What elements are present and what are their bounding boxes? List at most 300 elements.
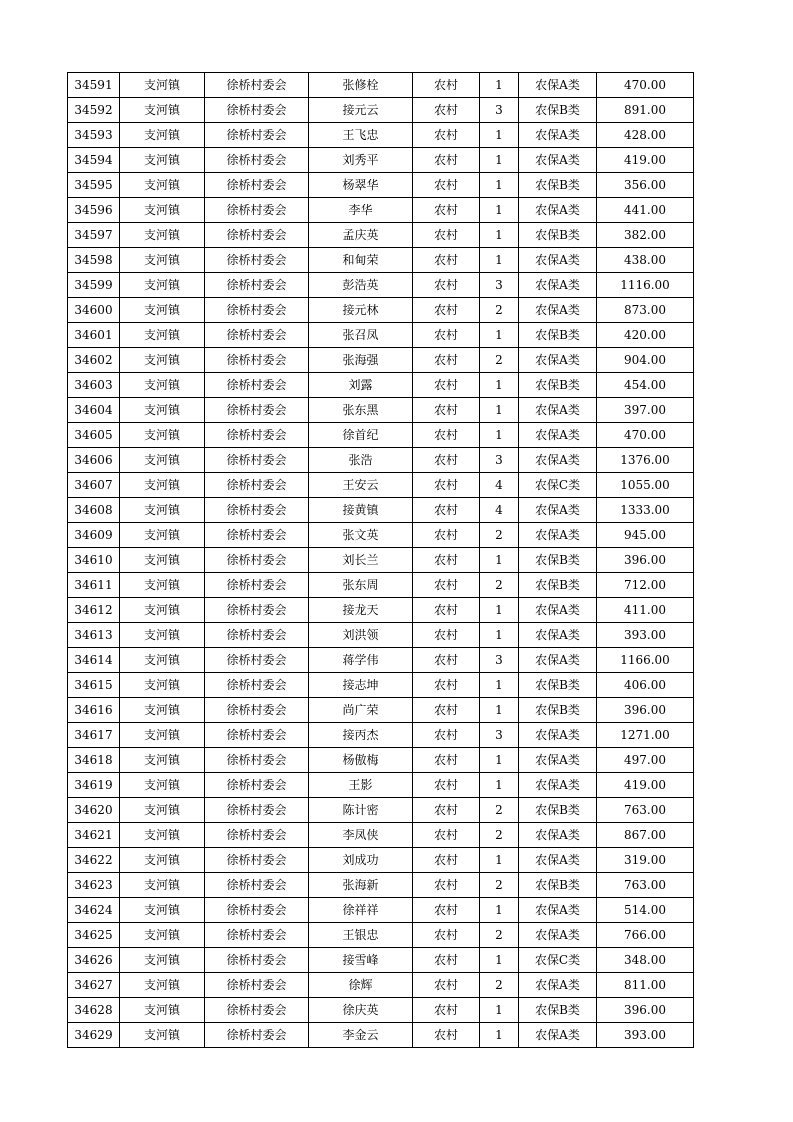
record-id-cell: 34607 [68, 473, 120, 498]
record-id-cell: 34606 [68, 448, 120, 473]
record-id-cell: 34602 [68, 348, 120, 373]
recipient-name-cell: 刘成功 [309, 848, 413, 873]
town-cell: 支河镇 [120, 648, 205, 673]
recipient-name-cell: 徐首纪 [309, 423, 413, 448]
village-committee-cell: 徐桥村委会 [205, 873, 309, 898]
member-count-cell: 1 [480, 548, 519, 573]
village-committee-cell: 徐桥村委会 [205, 148, 309, 173]
amount-cell: 319.00 [597, 848, 694, 873]
record-id-cell: 34621 [68, 823, 120, 848]
household-type-cell: 农村 [413, 473, 480, 498]
member-count-cell: 4 [480, 498, 519, 523]
recipient-name-cell: 张东周 [309, 573, 413, 598]
insurance-category-cell: 农保A类 [519, 423, 597, 448]
table-row [68, 473, 694, 498]
amount-cell: 441.00 [597, 198, 694, 223]
amount-cell: 867.00 [597, 823, 694, 848]
insurance-category-cell: 农保A类 [519, 523, 597, 548]
town-cell: 支河镇 [120, 73, 205, 98]
household-type-cell: 农村 [413, 548, 480, 573]
member-count-cell: 2 [480, 823, 519, 848]
table-row [68, 923, 694, 948]
recipient-name-cell: 刘秀平 [309, 148, 413, 173]
table-row [68, 723, 694, 748]
village-committee-cell: 徐桥村委会 [205, 848, 309, 873]
member-count-cell: 1 [480, 148, 519, 173]
recipient-name-cell: 徐庆英 [309, 998, 413, 1023]
table-row [68, 398, 694, 423]
insurance-category-cell: 农保A类 [519, 273, 597, 298]
amount-cell: 873.00 [597, 298, 694, 323]
household-type-cell: 农村 [413, 98, 480, 123]
record-id-cell: 34623 [68, 873, 120, 898]
amount-cell: 891.00 [597, 98, 694, 123]
record-id-cell: 34613 [68, 623, 120, 648]
amount-cell: 438.00 [597, 248, 694, 273]
recipient-name-cell: 张东黑 [309, 398, 413, 423]
town-cell: 支河镇 [120, 323, 205, 348]
member-count-cell: 1 [480, 598, 519, 623]
recipient-name-cell: 和甸荣 [309, 248, 413, 273]
table-row [68, 973, 694, 998]
household-type-cell: 农村 [413, 423, 480, 448]
amount-cell: 419.00 [597, 773, 694, 798]
amount-cell: 763.00 [597, 798, 694, 823]
insurance-category-cell: 农保A类 [519, 73, 597, 98]
insurance-category-cell: 农保A类 [519, 973, 597, 998]
record-id-cell: 34592 [68, 98, 120, 123]
amount-cell: 904.00 [597, 348, 694, 373]
amount-cell: 396.00 [597, 998, 694, 1023]
amount-cell: 348.00 [597, 948, 694, 973]
table-row [68, 298, 694, 323]
member-count-cell: 1 [480, 423, 519, 448]
table-row [68, 423, 694, 448]
table-row [68, 673, 694, 698]
table-row [68, 648, 694, 673]
recipient-name-cell: 接元林 [309, 298, 413, 323]
town-cell: 支河镇 [120, 898, 205, 923]
table-row [68, 123, 694, 148]
town-cell: 支河镇 [120, 373, 205, 398]
insurance-category-cell: 农保A类 [519, 623, 597, 648]
town-cell: 支河镇 [120, 473, 205, 498]
household-type-cell: 农村 [413, 848, 480, 873]
amount-cell: 497.00 [597, 748, 694, 773]
village-committee-cell: 徐桥村委会 [205, 423, 309, 448]
record-id-cell: 34629 [68, 1023, 120, 1048]
amount-cell: 397.00 [597, 398, 694, 423]
household-type-cell: 农村 [413, 198, 480, 223]
town-cell: 支河镇 [120, 573, 205, 598]
household-type-cell: 农村 [413, 648, 480, 673]
recipient-name-cell: 张海新 [309, 873, 413, 898]
town-cell: 支河镇 [120, 773, 205, 798]
insurance-category-cell: 农保B类 [519, 698, 597, 723]
town-cell: 支河镇 [120, 873, 205, 898]
insurance-category-cell: 农保A类 [519, 398, 597, 423]
table-row [68, 273, 694, 298]
table-row [68, 523, 694, 548]
record-id-cell: 34625 [68, 923, 120, 948]
member-count-cell: 2 [480, 973, 519, 998]
village-committee-cell: 徐桥村委会 [205, 573, 309, 598]
member-count-cell: 1 [480, 698, 519, 723]
insurance-category-cell: 农保A类 [519, 723, 597, 748]
recipient-name-cell: 张浩 [309, 448, 413, 473]
town-cell: 支河镇 [120, 698, 205, 723]
insurance-category-cell: 农保A类 [519, 498, 597, 523]
household-type-cell: 农村 [413, 273, 480, 298]
insurance-category-cell: 农保B类 [519, 873, 597, 898]
amount-cell: 514.00 [597, 898, 694, 923]
recipient-name-cell: 接黄镇 [309, 498, 413, 523]
member-count-cell: 1 [480, 323, 519, 348]
household-type-cell: 农村 [413, 398, 480, 423]
household-type-cell: 农村 [413, 223, 480, 248]
insurance-category-cell: 农保C类 [519, 473, 597, 498]
member-count-cell: 2 [480, 298, 519, 323]
household-type-cell: 农村 [413, 723, 480, 748]
town-cell: 支河镇 [120, 273, 205, 298]
amount-cell: 411.00 [597, 598, 694, 623]
insurance-category-cell: 农保B类 [519, 573, 597, 598]
household-type-cell: 农村 [413, 923, 480, 948]
household-type-cell: 农村 [413, 448, 480, 473]
household-type-cell: 农村 [413, 373, 480, 398]
insurance-category-cell: 农保A类 [519, 848, 597, 873]
table-row [68, 1023, 694, 1048]
recipient-name-cell: 徐辉 [309, 973, 413, 998]
table-body [68, 73, 694, 1048]
household-type-cell: 农村 [413, 823, 480, 848]
village-committee-cell: 徐桥村委会 [205, 473, 309, 498]
insurance-category-cell: 农保B类 [519, 998, 597, 1023]
household-type-cell: 农村 [413, 523, 480, 548]
member-count-cell: 1 [480, 673, 519, 698]
record-id-cell: 34599 [68, 273, 120, 298]
village-committee-cell: 徐桥村委会 [205, 373, 309, 398]
recipient-name-cell: 孟庆英 [309, 223, 413, 248]
record-id-cell: 34605 [68, 423, 120, 448]
record-id-cell: 34619 [68, 773, 120, 798]
town-cell: 支河镇 [120, 423, 205, 448]
table-row [68, 573, 694, 598]
recipient-name-cell: 李金云 [309, 1023, 413, 1048]
amount-cell: 811.00 [597, 973, 694, 998]
table-row [68, 73, 694, 98]
record-id-cell: 34598 [68, 248, 120, 273]
record-id-cell: 34594 [68, 148, 120, 173]
member-count-cell: 2 [480, 798, 519, 823]
recipient-name-cell: 彭浩英 [309, 273, 413, 298]
insurance-category-cell: 农保A类 [519, 598, 597, 623]
insurance-category-cell: 农保A类 [519, 148, 597, 173]
amount-cell: 419.00 [597, 148, 694, 173]
record-id-cell: 34624 [68, 898, 120, 923]
amount-cell: 712.00 [597, 573, 694, 598]
household-type-cell: 农村 [413, 573, 480, 598]
village-committee-cell: 徐桥村委会 [205, 898, 309, 923]
recipient-name-cell: 王飞忠 [309, 123, 413, 148]
record-id-cell: 34604 [68, 398, 120, 423]
town-cell: 支河镇 [120, 948, 205, 973]
recipient-name-cell: 王银忠 [309, 923, 413, 948]
household-type-cell: 农村 [413, 673, 480, 698]
recipient-name-cell: 接丙杰 [309, 723, 413, 748]
record-id-cell: 34597 [68, 223, 120, 248]
member-count-cell: 2 [480, 523, 519, 548]
insurance-category-cell: 农保A类 [519, 198, 597, 223]
amount-cell: 1271.00 [597, 723, 694, 748]
recipient-name-cell: 张海强 [309, 348, 413, 373]
village-committee-cell: 徐桥村委会 [205, 923, 309, 948]
village-committee-cell: 徐桥村委会 [205, 723, 309, 748]
member-count-cell: 1 [480, 848, 519, 873]
member-count-cell: 1 [480, 223, 519, 248]
record-id-cell: 34595 [68, 173, 120, 198]
village-committee-cell: 徐桥村委会 [205, 498, 309, 523]
insurance-category-cell: 农保A类 [519, 898, 597, 923]
member-count-cell: 1 [480, 123, 519, 148]
household-type-cell: 农村 [413, 298, 480, 323]
amount-cell: 356.00 [597, 173, 694, 198]
household-type-cell: 农村 [413, 123, 480, 148]
village-committee-cell: 徐桥村委会 [205, 773, 309, 798]
village-committee-cell: 徐桥村委会 [205, 198, 309, 223]
recipient-name-cell: 刘洪领 [309, 623, 413, 648]
village-committee-cell: 徐桥村委会 [205, 273, 309, 298]
member-count-cell: 1 [480, 623, 519, 648]
table-row [68, 173, 694, 198]
insurance-category-cell: 农保A类 [519, 773, 597, 798]
amount-cell: 1055.00 [597, 473, 694, 498]
allowance-table [67, 72, 694, 1048]
recipient-name-cell: 刘长兰 [309, 548, 413, 573]
town-cell: 支河镇 [120, 723, 205, 748]
recipient-name-cell: 刘露 [309, 373, 413, 398]
member-count-cell: 4 [480, 473, 519, 498]
recipient-name-cell: 接龙天 [309, 598, 413, 623]
household-type-cell: 农村 [413, 698, 480, 723]
table-row [68, 898, 694, 923]
town-cell: 支河镇 [120, 598, 205, 623]
table-row [68, 223, 694, 248]
village-committee-cell: 徐桥村委会 [205, 298, 309, 323]
town-cell: 支河镇 [120, 923, 205, 948]
amount-cell: 1116.00 [597, 273, 694, 298]
recipient-name-cell: 蒋学伟 [309, 648, 413, 673]
village-committee-cell: 徐桥村委会 [205, 73, 309, 98]
amount-cell: 763.00 [597, 873, 694, 898]
village-committee-cell: 徐桥村委会 [205, 998, 309, 1023]
insurance-category-cell: 农保B类 [519, 98, 597, 123]
record-id-cell: 34628 [68, 998, 120, 1023]
village-committee-cell: 徐桥村委会 [205, 973, 309, 998]
recipient-name-cell: 王安云 [309, 473, 413, 498]
village-committee-cell: 徐桥村委会 [205, 648, 309, 673]
insurance-category-cell: 农保A类 [519, 348, 597, 373]
member-count-cell: 1 [480, 898, 519, 923]
insurance-category-cell: 农保A类 [519, 298, 597, 323]
recipient-name-cell: 李华 [309, 198, 413, 223]
table-row [68, 598, 694, 623]
village-committee-cell: 徐桥村委会 [205, 823, 309, 848]
amount-cell: 1333.00 [597, 498, 694, 523]
household-type-cell: 农村 [413, 73, 480, 98]
amount-cell: 393.00 [597, 1023, 694, 1048]
record-id-cell: 34603 [68, 373, 120, 398]
member-count-cell: 3 [480, 723, 519, 748]
amount-cell: 470.00 [597, 73, 694, 98]
recipient-name-cell: 接志坤 [309, 673, 413, 698]
insurance-category-cell: 农保B类 [519, 548, 597, 573]
insurance-category-cell: 农保C类 [519, 948, 597, 973]
recipient-name-cell: 陈计密 [309, 798, 413, 823]
town-cell: 支河镇 [120, 198, 205, 223]
table-row [68, 248, 694, 273]
record-id-cell: 34596 [68, 198, 120, 223]
amount-cell: 382.00 [597, 223, 694, 248]
record-id-cell: 34601 [68, 323, 120, 348]
village-committee-cell: 徐桥村委会 [205, 323, 309, 348]
household-type-cell: 农村 [413, 998, 480, 1023]
insurance-category-cell: 农保A类 [519, 448, 597, 473]
household-type-cell: 农村 [413, 1023, 480, 1048]
town-cell: 支河镇 [120, 98, 205, 123]
village-committee-cell: 徐桥村委会 [205, 248, 309, 273]
village-committee-cell: 徐桥村委会 [205, 223, 309, 248]
amount-cell: 945.00 [597, 523, 694, 548]
member-count-cell: 1 [480, 998, 519, 1023]
insurance-category-cell: 农保B类 [519, 323, 597, 348]
member-count-cell: 1 [480, 773, 519, 798]
record-id-cell: 34612 [68, 598, 120, 623]
amount-cell: 470.00 [597, 423, 694, 448]
recipient-name-cell: 张修栓 [309, 73, 413, 98]
table-row [68, 798, 694, 823]
record-id-cell: 34627 [68, 973, 120, 998]
village-committee-cell: 徐桥村委会 [205, 623, 309, 648]
town-cell: 支河镇 [120, 998, 205, 1023]
table-row [68, 498, 694, 523]
table-row [68, 348, 694, 373]
town-cell: 支河镇 [120, 348, 205, 373]
member-count-cell: 1 [480, 373, 519, 398]
amount-cell: 406.00 [597, 673, 694, 698]
insurance-category-cell: 农保A类 [519, 923, 597, 948]
town-cell: 支河镇 [120, 673, 205, 698]
village-committee-cell: 徐桥村委会 [205, 1023, 309, 1048]
recipient-name-cell: 接雪峰 [309, 948, 413, 973]
recipient-name-cell: 张召凤 [309, 323, 413, 348]
member-count-cell: 3 [480, 273, 519, 298]
town-cell: 支河镇 [120, 848, 205, 873]
town-cell: 支河镇 [120, 973, 205, 998]
member-count-cell: 1 [480, 748, 519, 773]
household-type-cell: 农村 [413, 623, 480, 648]
table-row [68, 823, 694, 848]
village-committee-cell: 徐桥村委会 [205, 123, 309, 148]
town-cell: 支河镇 [120, 548, 205, 573]
village-committee-cell: 徐桥村委会 [205, 548, 309, 573]
insurance-category-cell: 农保B类 [519, 798, 597, 823]
village-committee-cell: 徐桥村委会 [205, 948, 309, 973]
record-id-cell: 34615 [68, 673, 120, 698]
table-row [68, 548, 694, 573]
amount-cell: 420.00 [597, 323, 694, 348]
household-type-cell: 农村 [413, 498, 480, 523]
member-count-cell: 3 [480, 448, 519, 473]
table-row [68, 773, 694, 798]
insurance-category-cell: 农保B类 [519, 373, 597, 398]
recipient-name-cell: 李凤侠 [309, 823, 413, 848]
table-row [68, 748, 694, 773]
town-cell: 支河镇 [120, 448, 205, 473]
member-count-cell: 2 [480, 348, 519, 373]
amount-cell: 766.00 [597, 923, 694, 948]
amount-cell: 1166.00 [597, 648, 694, 673]
town-cell: 支河镇 [120, 123, 205, 148]
insurance-category-cell: 农保A类 [519, 1023, 597, 1048]
record-id-cell: 34600 [68, 298, 120, 323]
household-type-cell: 农村 [413, 948, 480, 973]
member-count-cell: 1 [480, 1023, 519, 1048]
record-id-cell: 34614 [68, 648, 120, 673]
amount-cell: 428.00 [597, 123, 694, 148]
record-id-cell: 34620 [68, 798, 120, 823]
record-id-cell: 34610 [68, 548, 120, 573]
village-committee-cell: 徐桥村委会 [205, 798, 309, 823]
record-id-cell: 34593 [68, 123, 120, 148]
household-type-cell: 农村 [413, 773, 480, 798]
record-id-cell: 34609 [68, 523, 120, 548]
village-committee-cell: 徐桥村委会 [205, 448, 309, 473]
record-id-cell: 34618 [68, 748, 120, 773]
record-id-cell: 34622 [68, 848, 120, 873]
insurance-category-cell: 农保A类 [519, 248, 597, 273]
amount-cell: 396.00 [597, 548, 694, 573]
table-row [68, 623, 694, 648]
recipient-name-cell: 接元云 [309, 98, 413, 123]
member-count-cell: 2 [480, 923, 519, 948]
table-row [68, 698, 694, 723]
member-count-cell: 1 [480, 948, 519, 973]
town-cell: 支河镇 [120, 623, 205, 648]
table-row [68, 198, 694, 223]
record-id-cell: 34608 [68, 498, 120, 523]
insurance-category-cell: 农保A类 [519, 748, 597, 773]
recipient-name-cell: 张文英 [309, 523, 413, 548]
amount-cell: 1376.00 [597, 448, 694, 473]
town-cell: 支河镇 [120, 148, 205, 173]
record-id-cell: 34611 [68, 573, 120, 598]
recipient-name-cell: 杨傲梅 [309, 748, 413, 773]
town-cell: 支河镇 [120, 223, 205, 248]
town-cell: 支河镇 [120, 823, 205, 848]
household-type-cell: 农村 [413, 598, 480, 623]
member-count-cell: 3 [480, 98, 519, 123]
insurance-category-cell: 农保B类 [519, 673, 597, 698]
amount-cell: 454.00 [597, 373, 694, 398]
town-cell: 支河镇 [120, 523, 205, 548]
village-committee-cell: 徐桥村委会 [205, 673, 309, 698]
record-id-cell: 34626 [68, 948, 120, 973]
recipient-name-cell: 杨翠华 [309, 173, 413, 198]
amount-cell: 393.00 [597, 623, 694, 648]
insurance-category-cell: 农保A类 [519, 123, 597, 148]
household-type-cell: 农村 [413, 973, 480, 998]
